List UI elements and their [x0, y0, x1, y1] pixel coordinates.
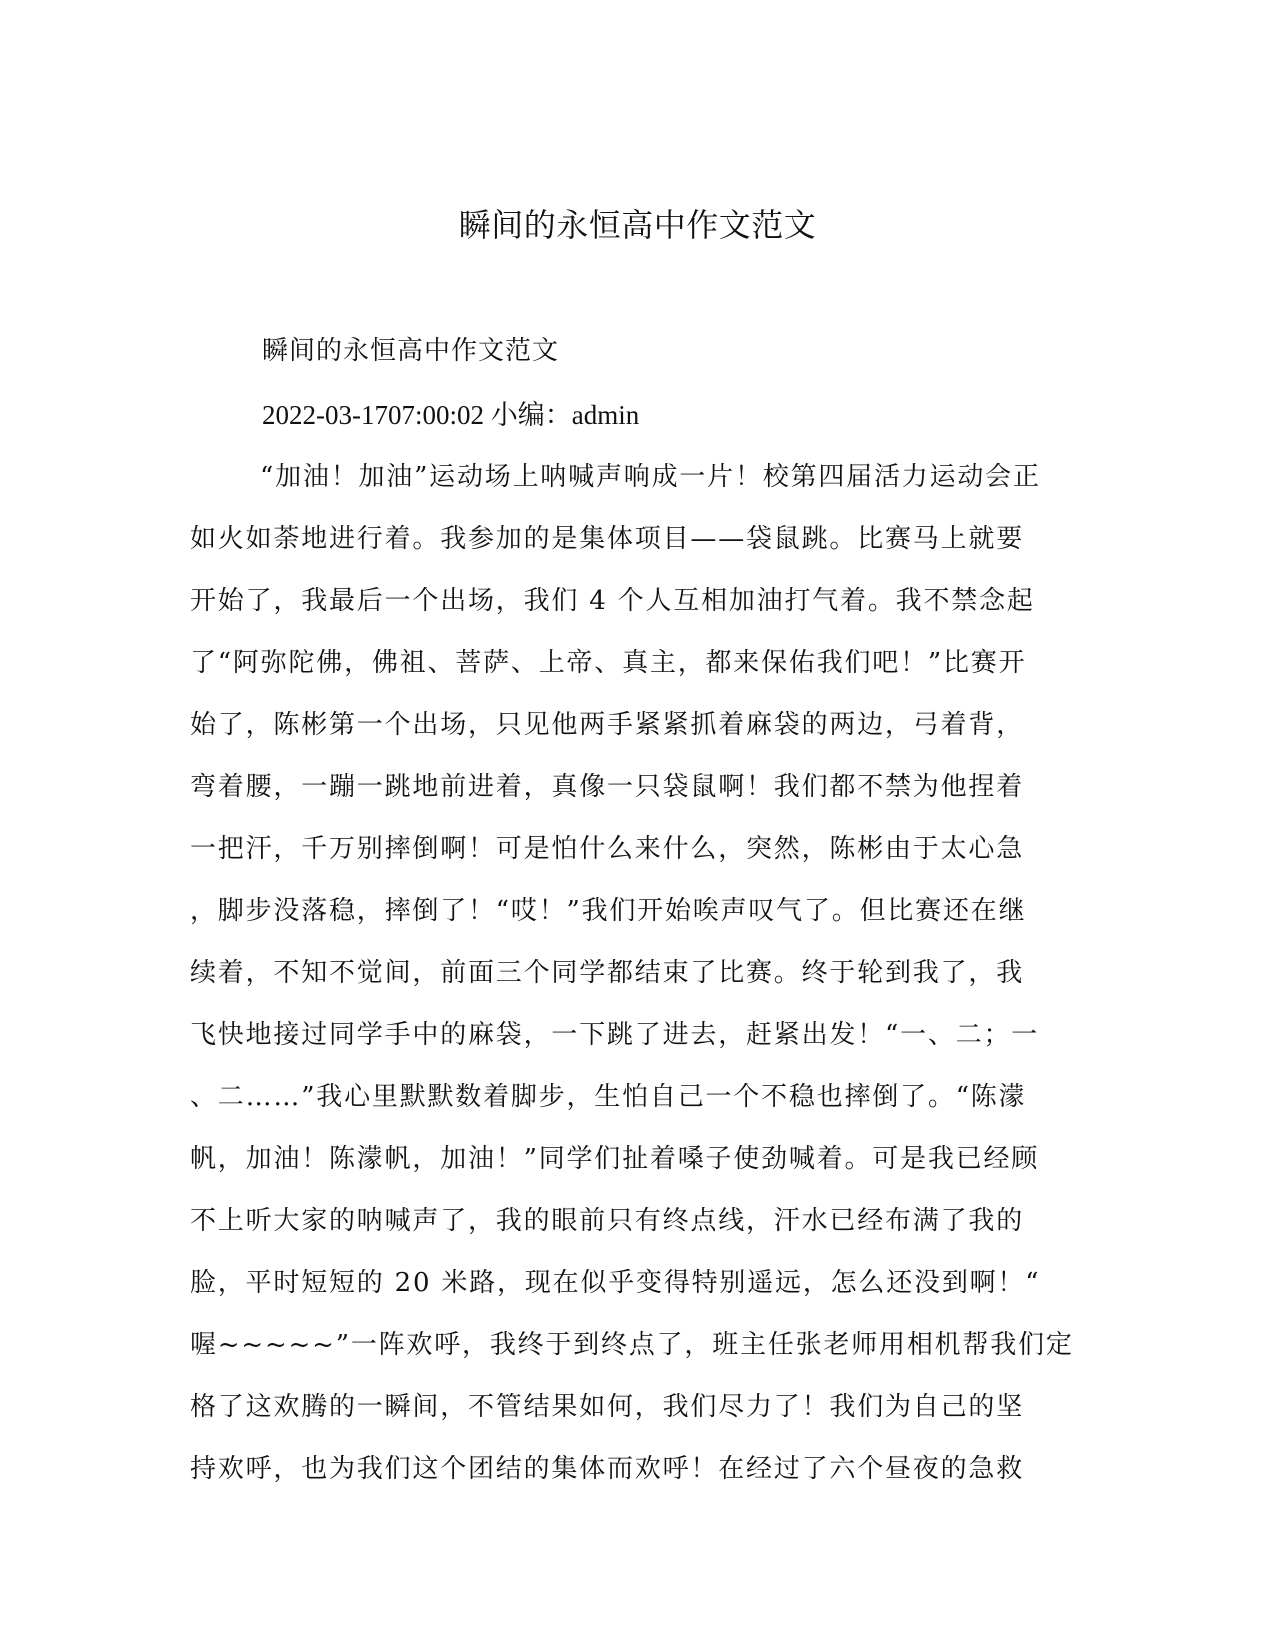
body-line: 不上听大家的呐喊声了，我的眼前只有终点线，汗水已经布满了我的 — [190, 1206, 1025, 1236]
body-line: 、二……”我心里默默数着脚步，生怕自己一个不稳也摔倒了。“陈濛 — [190, 1082, 1027, 1112]
body-line: 帆，加油！陈濛帆，加油！”同学们扯着嗓子使劲喊着。可是我已经顾 — [190, 1144, 1040, 1174]
body-line: 持欢呼，也为我们这个团结的集体而欢呼！在经过了六个昼夜的急救 — [190, 1454, 1025, 1484]
body-line: 如火如荼地进行着。我参加的是集体项目——袋鼠跳。比赛马上就要 — [190, 524, 1025, 554]
article-body — [190, 446, 1080, 1500]
body-line: ，脚步没落稳，摔倒了！“哎！”我们开始唉声叹气了。但比赛还在继 — [190, 896, 1027, 926]
body-line: 开始了，我最后一个出场，我们 4 个人互相加油打气着。我不禁念起 — [190, 586, 1035, 616]
body-line: 了“阿弥陀佛，佛祖、菩萨、上帝、真主，都来保佑我们吧！”比赛开 — [190, 648, 1027, 678]
body-line: 格了这欢腾的一瞬间，不管结果如何，我们尽力了！我们为自己的坚 — [190, 1392, 1025, 1422]
body-line: 飞快地接过同学手中的麻袋，一下跳了进去，赶紧出发！“一、二；一 — [190, 1020, 1040, 1050]
body-line: 续着，不知不觉间，前面三个同学都结束了比赛。终于轮到我了，我 — [190, 958, 1025, 988]
article-subtitle: 瞬间的永恒高中作文范文 — [262, 336, 560, 366]
article-meta: 2022-03-1707:00:02 小编：admin — [262, 400, 640, 430]
body-line: 弯着腰，一蹦一跳地前进着，真像一只袋鼠啊！我们都不禁为他捏着 — [190, 772, 1025, 802]
body-line: 始了，陈彬第一个出场，只见他两手紧紧抓着麻袋的两边，弓着背， — [190, 710, 1025, 740]
body-line: 脸，平时短短的 20 米路，现在似乎变得特别遥远，怎么还没到啊！“ — [190, 1268, 1041, 1298]
body-line: 一把汗，千万别摔倒啊！可是怕什么来什么，突然，陈彬由于太心急 — [190, 834, 1025, 864]
document-title: 瞬间的永恒高中作文范文 — [458, 206, 817, 244]
body-line: “加油！加油”运动场上呐喊声响成一片！校第四届活力运动会正 — [260, 462, 1041, 492]
body-line: 喔~~~~~”一阵欢呼，我终于到终点了，班主任张老师用相机帮我们定 — [190, 1330, 1074, 1360]
